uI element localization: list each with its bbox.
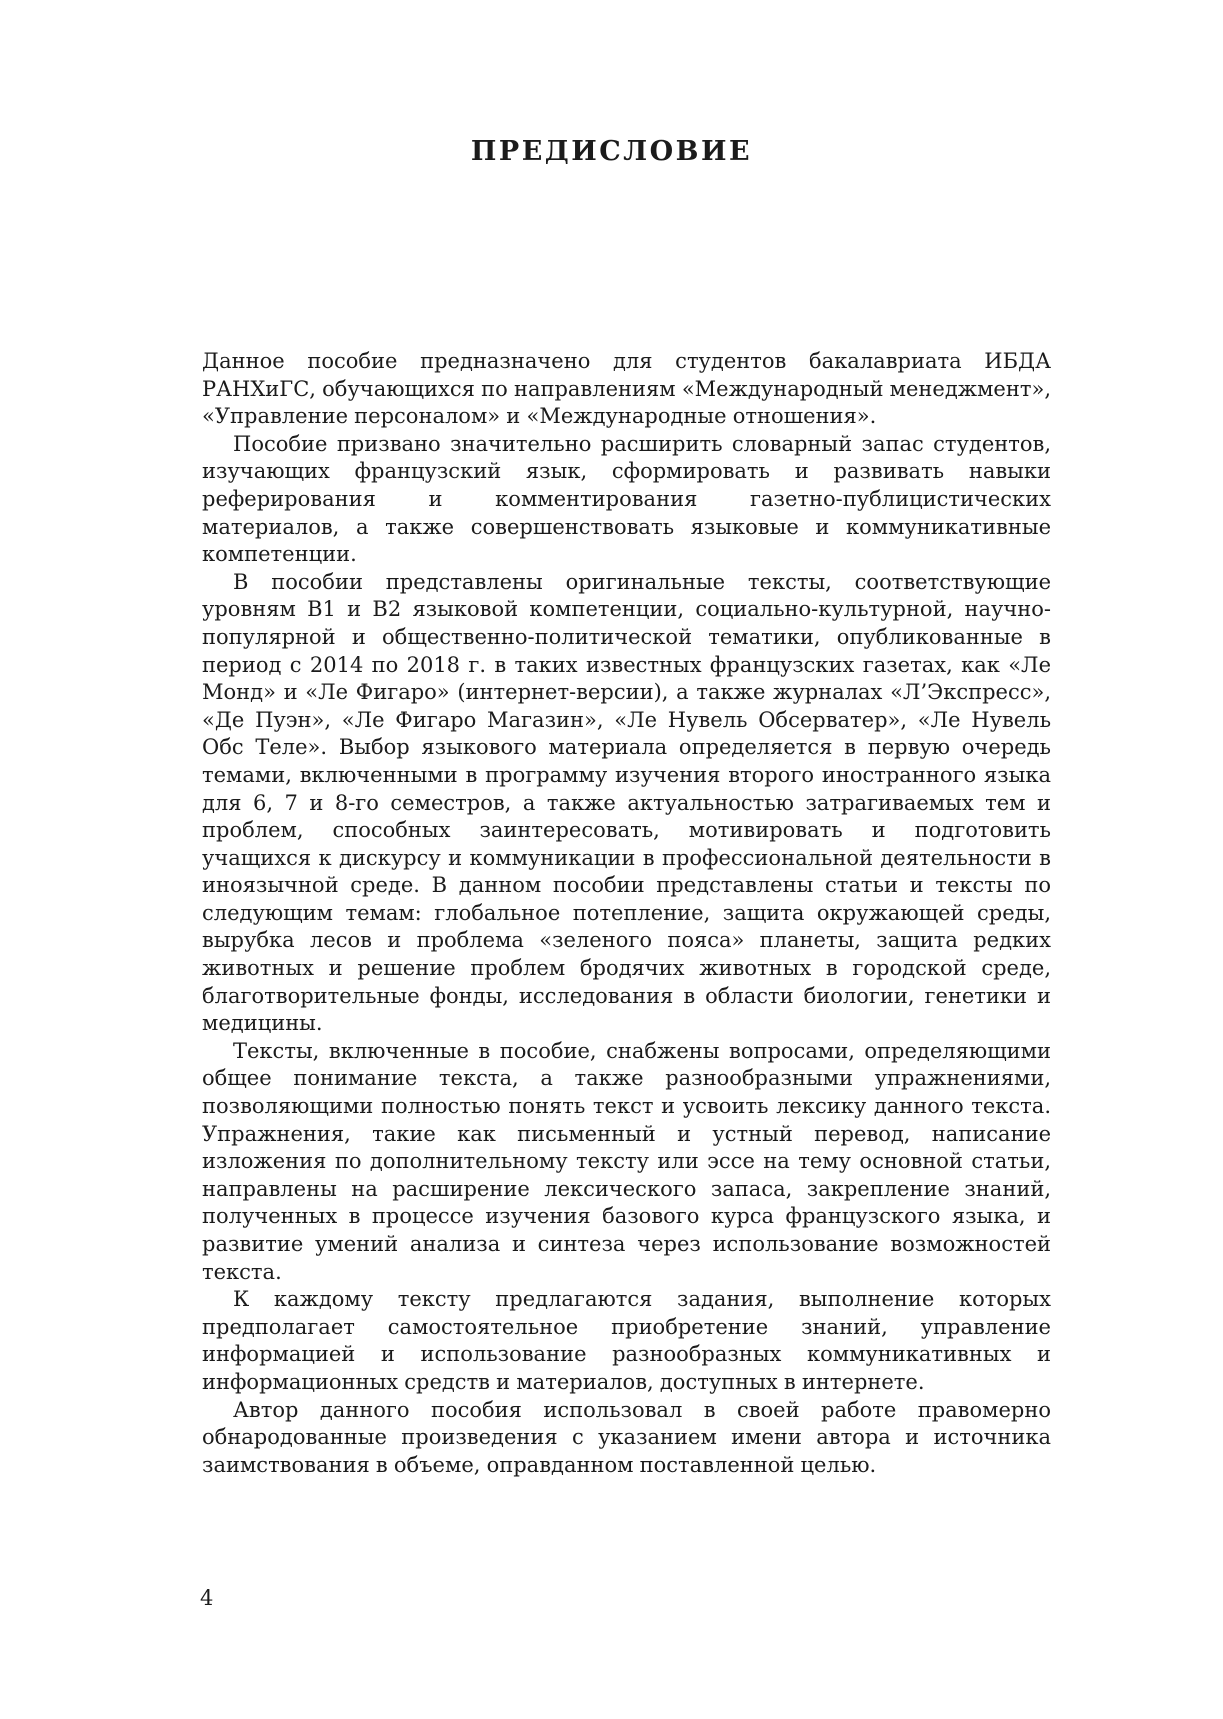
page-number: 4 (200, 1586, 214, 1610)
paragraph-copyright: Автор данного пособия использовал в своей работе правомерно обнародованные произведения с указанием имени автора и источника заимствования в объеме, оправданном поставленной целью. (202, 1397, 1051, 1477)
paragraph-tasks: К каждому тексту предлагаются задания, выполнение которых предполагает самостоятельное приобретение знаний, управление информацией и использование разнообразных коммуникативных и информационных средств и материалов, доступных в интернете. (202, 1287, 1051, 1394)
paragraph-exercises: Тексты, включенные в пособие, снабжены вопросами, определяющими общее понимание текста, а также разнообразными упражнениями, позволяющими полностью понять текст и усвоить лексику данного текста. Упражнения, такие как письменный и устный перевод, написание изложения по дополнительному тексту или эссе на тему основной статьи, направлены на расширение лексического запаса, закрепление знаний, полученных в процессе изучения базового курса французского языка, и развитие умений анализа и синтеза через использование возможностей текста. (202, 1038, 1051, 1284)
body-text (202, 348, 1051, 1479)
page-title: ПРЕДИСЛОВИЕ (470, 136, 753, 167)
paragraph-intro: Данное пособие предназначено для студентов бакалавриата ИБДА РАНХиГС, обучающихся по направлениям «Международный менеджмент», «Управление персоналом» и «Международные отношения». (202, 349, 1051, 429)
paragraph-content: В пособии представлены оригинальные тексты, соответствующие уровням B1 и B2 языковой компетенции, социально-культурной, научно-популярной и общественно-политической тематики, опубликованные в период с 2014 по 2018 г. в таких известных французских газетах, как «Ле Монд» и «Ле Фигаро» (интернет-версии), а также журналах «Л’Экспресс», «Де Пуэн», «Ле Фигаро Магазин», «Ле Нувель Обсерватер», «Ле Нувель Обс Теле». Выбор языкового материала определяется в первую очередь темами, включенными в программу изучения второго иностранного языка для 6, 7 и 8-го семестров, а также актуальностью затрагиваемых тем и проблем, способных заинтересовать, мотивировать и подготовить учащихся к дискурсу и коммуникации в профессиональной деятельности в иноязычной среде. В данном пособии представлены статьи и тексты по следующим темам: глобальное потепление, защита окружающей среды, вырубка лесов и проблема «зеленого пояса» планеты, защита редких животных и решение проблем бродячих животных в городской среде, благотворительные фонды, исследования в области биологии, генетики и медицины. (202, 569, 1051, 1036)
paragraph-goals: Пособие призвано значительно расширить словарный запас студентов, изучающих французский язык, сформировать и развивать навыки реферирования и комментирования газетно-публицистических материалов, а также совершенствовать языковые и коммуникативные компетенции. (202, 431, 1051, 567)
